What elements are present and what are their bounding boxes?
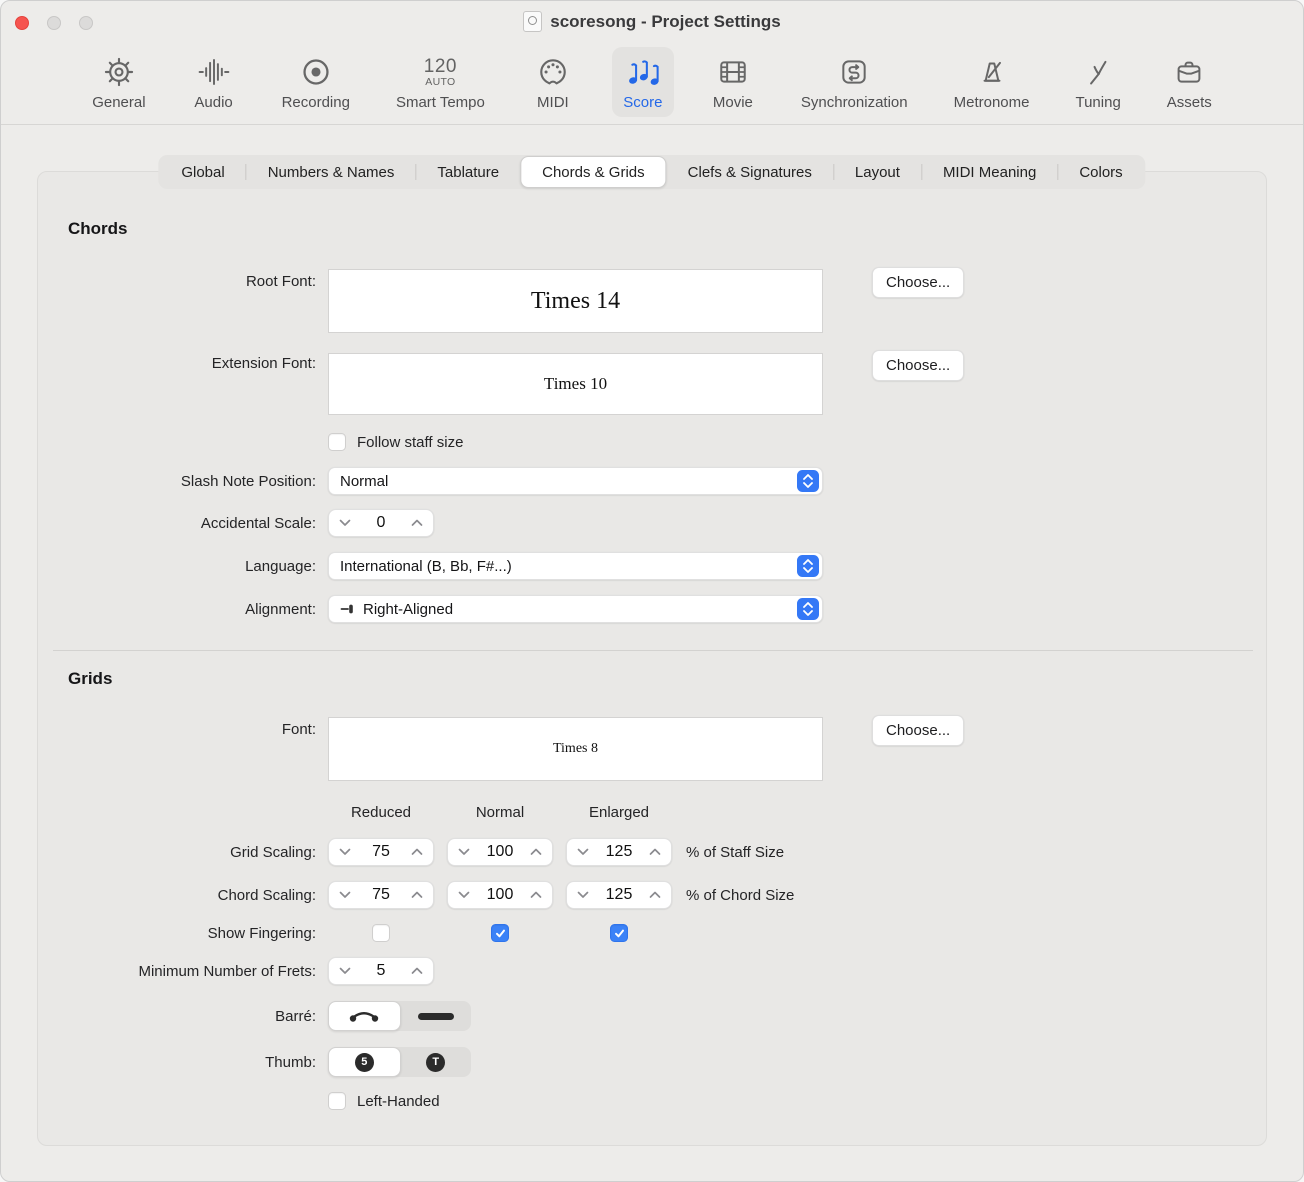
tab-chords-grids[interactable]: Chords & Grids <box>520 156 667 188</box>
toolbar-label: Smart Tempo <box>395 94 485 111</box>
column-header-enlarged: Enlarged <box>588 804 650 821</box>
chevron-down-icon <box>458 891 470 899</box>
root-font-label: Root Font: <box>245 273 316 290</box>
barre-label: Barré: <box>275 1007 316 1025</box>
settings-toolbar <box>1 45 1303 125</box>
tab-midi-meaning[interactable]: MIDI Meaning <box>942 163 1037 181</box>
chord-scaling-normal-stepper[interactable]: 100 <box>447 881 553 909</box>
window-title: scoresong - Project Settings <box>550 11 781 31</box>
notes-icon <box>626 52 660 92</box>
chevron-down-icon <box>577 848 589 856</box>
chevron-up-icon <box>411 848 423 856</box>
chevron-down-icon <box>339 848 351 856</box>
grid-font-field[interactable] <box>328 717 823 781</box>
grid-scaling-row <box>37 838 784 866</box>
briefcase-icon <box>1173 52 1205 92</box>
toolbar-label: General <box>92 94 146 111</box>
barre-curve-segment[interactable] <box>328 1001 401 1031</box>
alignment-row <box>37 595 823 623</box>
show-fingering-enlarged-checkbox[interactable] <box>610 924 628 942</box>
chevron-up-icon <box>530 891 542 899</box>
toolbar-label: Synchronization <box>800 94 908 111</box>
popup-chevrons-icon <box>797 555 819 577</box>
follow-staff-size-checkbox[interactable] <box>328 433 346 451</box>
left-handed-row <box>37 1092 440 1110</box>
sync-icon <box>838 52 870 92</box>
extension-font-value: Times 10 <box>543 374 608 393</box>
tuning-fork-icon <box>1082 52 1114 92</box>
toolbar-label: Audio <box>194 94 233 111</box>
minimum-frets-stepper[interactable] <box>328 957 434 985</box>
scaling-column-headers <box>37 804 672 821</box>
circled-letter-icon: T <box>426 1053 445 1072</box>
toolbar-divider <box>1 124 1303 125</box>
right-align-icon <box>340 601 356 617</box>
barre-row <box>37 1001 471 1031</box>
thumb-row <box>37 1047 471 1077</box>
grid-scaling-reduced-stepper[interactable]: 75 <box>328 838 434 866</box>
toolbar-item-score[interactable] <box>612 47 674 117</box>
film-icon <box>717 52 749 92</box>
grid-font-row <box>37 717 823 781</box>
chord-scaling-row <box>37 881 794 909</box>
tab-layout[interactable]: Layout <box>854 163 900 181</box>
tempo-icon: 120 AUTO <box>423 55 457 88</box>
extension-font-label: Extension Font: <box>211 355 316 372</box>
extension-font-row <box>37 353 823 415</box>
toolbar-item-midi[interactable] <box>522 47 584 117</box>
toolbar-item-movie[interactable] <box>702 47 764 117</box>
chevron-up-icon <box>649 848 661 856</box>
accidental-scale-value: 0 <box>376 514 386 531</box>
root-font-value: Times 14 <box>530 287 621 314</box>
chevron-down-icon <box>339 891 351 899</box>
minimum-frets-row <box>37 957 434 985</box>
metronome-icon <box>976 52 1008 92</box>
barre-segmented-control <box>328 1001 471 1031</box>
section-divider <box>53 650 1253 651</box>
grid-font-value: Times 8 <box>552 741 598 756</box>
slur-curve-icon <box>347 1008 381 1024</box>
chord-scaling-reduced-stepper[interactable]: 75 <box>328 881 434 909</box>
popup-chevrons-icon <box>797 470 819 492</box>
minimum-frets-value: 5 <box>376 962 386 979</box>
follow-staff-size-label: Follow staff size <box>357 433 464 451</box>
document-icon <box>523 11 542 32</box>
language-row <box>37 552 823 580</box>
checkmark-icon <box>495 928 506 939</box>
thumb-segmented-control <box>328 1047 471 1077</box>
chevron-up-icon <box>411 519 423 527</box>
grid-scaling-suffix: % of Staff Size <box>686 843 785 861</box>
bar-icon <box>418 1013 454 1020</box>
gear-icon <box>103 52 135 92</box>
chevron-up-icon <box>530 848 542 856</box>
grids-section-heading: Grids <box>68 669 113 688</box>
score-tabbar <box>158 155 1145 189</box>
tab-numbers-names[interactable]: Numbers & Names <box>267 163 395 181</box>
toolbar-label: MIDI <box>537 94 569 111</box>
accidental-scale-row <box>37 509 434 537</box>
column-header-normal: Normal <box>475 804 525 821</box>
circled-number-icon: 5 <box>355 1053 374 1072</box>
barre-bar-segment[interactable] <box>401 1001 472 1031</box>
toolbar-item-synchronization[interactable] <box>792 47 917 117</box>
waveform-icon <box>197 52 231 92</box>
tab-clefs-signatures[interactable]: Clefs & Signatures <box>687 163 812 181</box>
chevron-down-icon <box>458 848 470 856</box>
language-value: International (B, Bb, F#...) <box>340 557 512 575</box>
alignment-label: Alignment: <box>245 600 316 618</box>
chord-scaling-suffix: % of Chord Size <box>686 886 795 904</box>
extension-font-choose-button[interactable]: Choose... <box>872 350 964 381</box>
minimum-frets-label: Minimum Number of Frets: <box>138 962 316 980</box>
slash-note-position-value: Normal <box>340 472 389 490</box>
toolbar-item-metronome[interactable] <box>945 47 1039 117</box>
alignment-popup[interactable] <box>328 595 823 623</box>
toolbar-label: Score <box>623 94 663 111</box>
chevron-up-icon <box>411 891 423 899</box>
thumb-letter-segment[interactable] <box>401 1047 472 1077</box>
extension-font-field[interactable] <box>328 353 823 415</box>
thumb-number-segment[interactable] <box>328 1047 401 1077</box>
root-font-row <box>37 269 823 333</box>
chord-scaling-enlarged-stepper[interactable]: 125 <box>566 881 672 909</box>
accidental-scale-label: Accidental Scale: <box>200 514 316 532</box>
grid-font-choose-button[interactable]: Choose... <box>872 715 964 746</box>
thumb-label: Thumb: <box>265 1053 316 1071</box>
midi-icon <box>537 52 569 92</box>
toolbar-label: Assets <box>1166 94 1212 111</box>
toolbar-label: Tuning <box>1075 94 1121 111</box>
toolbar-label: Movie <box>712 94 753 111</box>
accidental-scale-stepper[interactable] <box>328 509 434 537</box>
record-icon <box>300 52 332 92</box>
toolbar-label: Metronome <box>953 94 1030 111</box>
show-fingering-normal-checkbox[interactable] <box>491 924 509 942</box>
show-fingering-label: Show Fingering: <box>207 924 316 942</box>
chords-section-heading: Chords <box>68 219 128 238</box>
slash-note-position-label: Slash Note Position: <box>180 472 316 490</box>
grid-scaling-label: Grid Scaling: <box>230 843 316 861</box>
language-popup[interactable] <box>328 552 823 580</box>
grid-scaling-enlarged-stepper[interactable]: 125 <box>566 838 672 866</box>
slash-note-position-popup[interactable] <box>328 467 823 495</box>
left-handed-label: Left-Handed <box>357 1092 440 1110</box>
chord-scaling-label: Chord Scaling: <box>217 886 316 904</box>
follow-staff-size-row <box>37 433 463 451</box>
chevron-down-icon <box>577 891 589 899</box>
root-font-field[interactable] <box>328 269 823 333</box>
checkmark-icon <box>614 928 625 939</box>
slash-note-position-row <box>37 467 823 495</box>
toolbar-item-smart-tempo[interactable] <box>387 47 494 117</box>
chevron-up-icon <box>411 967 423 975</box>
grid-font-label: Font: <box>281 721 316 738</box>
chevron-up-icon <box>649 891 661 899</box>
chevron-down-icon <box>339 519 351 527</box>
grid-scaling-normal-stepper[interactable]: 100 <box>447 838 553 866</box>
column-header-reduced: Reduced <box>350 804 412 821</box>
toolbar-item-assets[interactable] <box>1158 47 1221 117</box>
toolbar-item-audio[interactable] <box>183 47 245 117</box>
toolbar-item-general[interactable] <box>83 47 154 117</box>
toolbar-item-recording[interactable] <box>273 47 359 117</box>
show-fingering-reduced-checkbox[interactable] <box>372 924 390 942</box>
alignment-value: Right-Aligned <box>363 600 454 618</box>
toolbar-item-tuning[interactable] <box>1066 47 1129 117</box>
tab-tablature[interactable]: Tablature <box>437 163 500 181</box>
tab-colors[interactable]: Colors <box>1079 163 1123 181</box>
chevron-down-icon <box>339 967 351 975</box>
language-label: Language: <box>245 557 316 575</box>
titlebar <box>1 1 1303 45</box>
toolbar-label: Recording <box>281 94 350 111</box>
popup-chevrons-icon <box>797 598 819 620</box>
tab-global[interactable]: Global <box>181 163 225 181</box>
root-font-choose-button[interactable]: Choose... <box>872 267 964 298</box>
show-fingering-row <box>37 924 672 942</box>
left-handed-checkbox[interactable] <box>328 1092 346 1110</box>
